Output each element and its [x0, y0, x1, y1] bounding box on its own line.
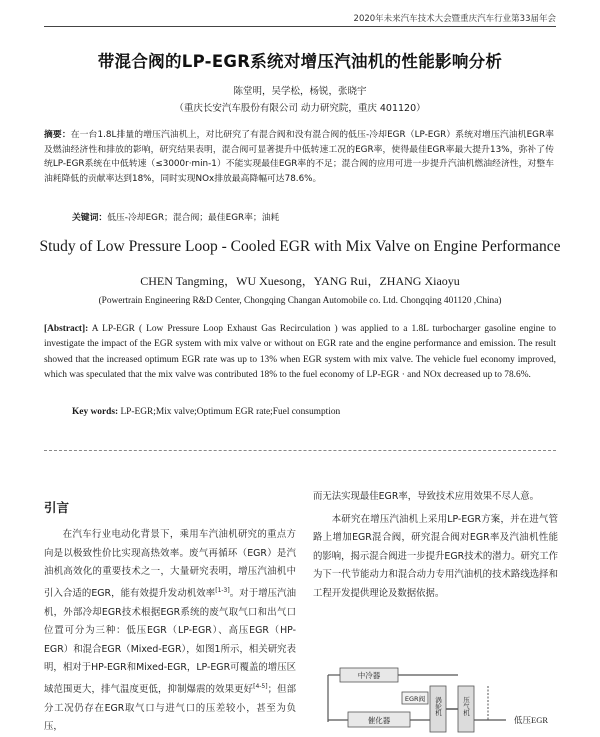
english-abstract-text: A LP-EGR ( Low Pressure Loop Exhaust Gas Recirculation ) was applied to a 1.8L turbocharger gasoline engine to investigate the impact of the EGR system with mix valve or without on EGR rate and the engine performance and emission. The result showed that the increased optimum EGR rate was up to 13% when EGR system with mix valve. The vehicle fuel economy improved, which was speculated that the mix valve was contributed 18% to the fuel economy of LP-EGR · and NOx decreased up to 78.6%.: [44, 324, 556, 380]
english-affiliation: (Powertrain Engineering R&D Center, Chongqing Changan Automobile co. Ltd. Chongqing 401120 ,China): [98, 296, 502, 306]
lp-egr-label: 低压EGR: [514, 715, 549, 725]
figure-egr-schematic: [318, 662, 600, 735]
english-abstract-label: [Abstract]:: [44, 324, 89, 334]
turbine-label: 涡轮机: [434, 696, 442, 716]
intercooler-label: 中冷器: [357, 671, 381, 680]
compressor-label: 压气机: [462, 696, 470, 716]
intro-text-a: 在汽车行业电动化背景下，乘用车汽油机研究的重点方向是以极致性价比实现高热效率。废气再循环（EGR）是汽油机高效化的重要技术之一，大量研究表明，增压汽油机中引入合适的EGR，能有效提升发动机效率: [44, 529, 296, 599]
right-column: [313, 488, 558, 604]
running-head: 2020年未来汽车技术大会暨重庆汽车行业第33届年会: [353, 14, 556, 24]
keywords-cn-label: 关键词：: [72, 213, 108, 223]
section-divider: [44, 450, 556, 451]
intro-text-b: 。对于增压汽油机，外部冷却EGR技术根据EGR系统的废气取气口和出气口位置可分为三种：低压EGR（LP-EGR）、高压EGR（HP-EGR）和混合EGR（Mixed-EGR），如图1所示，相关研究表明，相对于HP-EGR和Mixed-EGR，LP-EGR可覆盖的增压区域范围更大，排气温度更低，抑制爆震的效果更好: [44, 587, 296, 695]
intro-paragraph-1: [44, 526, 296, 737]
continued-paragraph: 而无法实现最佳EGR率，导致技术应用效果不尽人意。: [313, 491, 539, 502]
abstract-cn-label: 摘要：: [44, 130, 71, 140]
left-column: [44, 526, 296, 737]
abstract-cn-text: 在一台1.8L排量的增压汽油机上，对比研究了有混合阀和没有混合阀的低压-冷却EGR（LP-EGR）系统对增压汽油机EGR率及燃油经济性和排放的影响，研究结果表明，混合阀可显著提升中低转速工况的EGR率，使得最佳EGR率最大提升13%，弥补了传统LP-EGR系统在中低转速（≤3000r·min-1）不能实现最佳EGR率的不足；混合阀的应用可进一步提升汽油机燃油经济性，对整车油耗降低的贡献率达到18%，同时实现NOx排放最高降幅可达78.6%。: [44, 130, 554, 184]
catalyst-label: 催化器: [367, 716, 391, 725]
affiliation: （重庆长安汽车股份有限公司 动力研究院，重庆 401120）: [174, 103, 426, 114]
abstract-cn: [44, 128, 554, 186]
section-heading-intro: 引言: [44, 500, 70, 515]
keywords-cn-text: 低压-冷却EGR；混合阀；最佳EGR率；油耗: [107, 213, 280, 223]
header-rule: [44, 26, 556, 27]
english-keywords: [72, 407, 340, 417]
citation-2: [4-5]: [253, 682, 268, 690]
english-keywords-text: LP-EGR;Mix valve;Optimum EGR rate;Fuel consumption: [120, 407, 341, 417]
intro-text-c: ；但部分工况仍存在EGR取气口与进气口的压差较小，甚至为负压，: [44, 684, 296, 733]
citation-1: [1-3]: [215, 586, 230, 594]
english-authors: CHEN Tangming，WU Xuesong，YANG Rui，ZHANG Xiaoyu: [140, 274, 460, 288]
authors: 陈堂明，吴学松，杨锐，张晓宇: [233, 86, 367, 97]
english-keywords-label: Key words:: [72, 407, 119, 417]
research-paragraph: 本研究在增压汽油机上采用LP-EGR方案，并在进气管路上增加EGR混合阀，研究混合阀对EGR率及汽油机性能的影响，揭示混合阀进一步提升EGR技术的潜力。研究工作为下一代节能动力和混合动力专用汽油机的技术路线选择和工程开发提供理论及数据依据。: [313, 513, 558, 599]
english-title: Study of Low Pressure Loop - Cooled EGR with Mix Valve on Engine Performance: [39, 238, 561, 255]
english-abstract: [44, 322, 556, 383]
paper-title: 带混合阀的LP-EGR系统对增压汽油机的性能影响分析: [97, 52, 503, 71]
keywords-cn: [72, 210, 279, 223]
egr-valve-label: EGR阀: [404, 695, 426, 703]
